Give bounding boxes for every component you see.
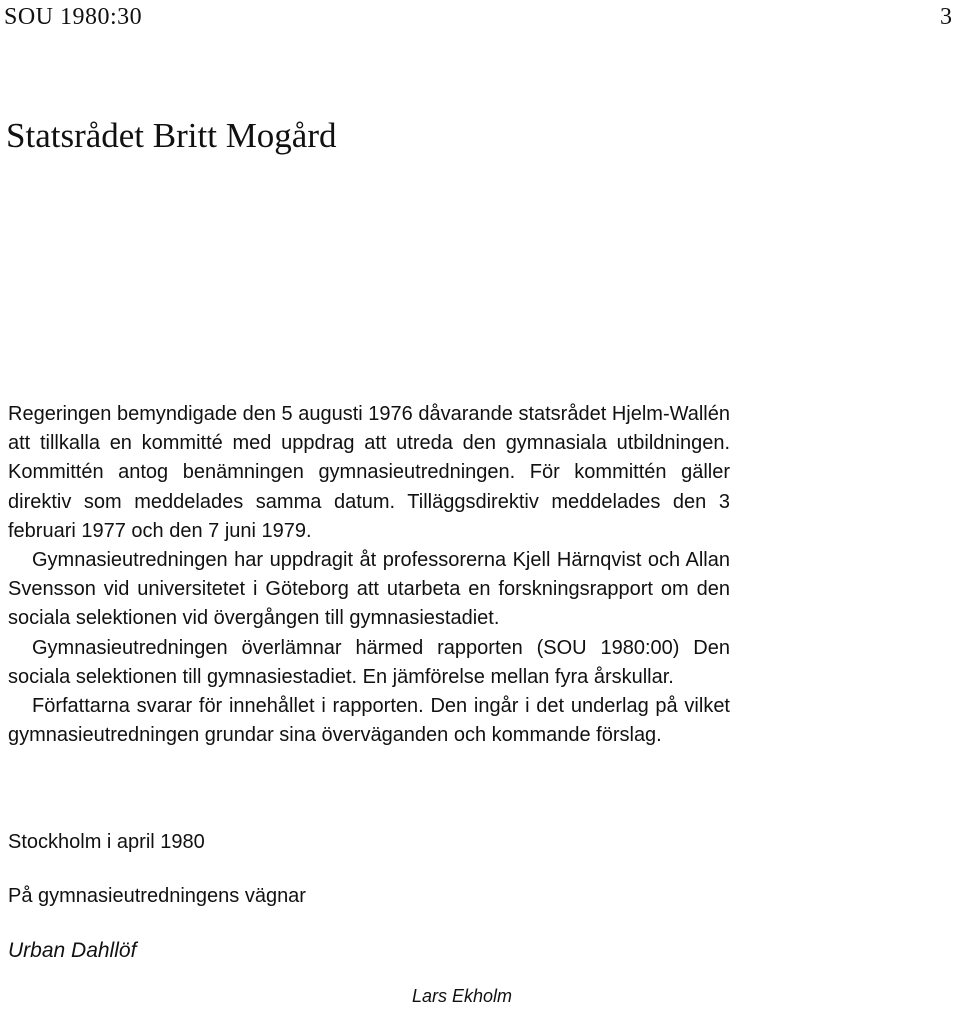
page-number: 3 bbox=[940, 4, 952, 30]
paragraph-4: Författarna svarar för innehållet i rapporten. Den ingår i det underlag på vilket gymnasieutredningen grundar sina överväganden och kommande förslag. bbox=[8, 695, 730, 747]
letter-body bbox=[8, 400, 730, 750]
on-behalf-line: På gymnasieutredningens vägnar bbox=[8, 885, 306, 907]
page-title: Statsrådet Britt Mogård bbox=[6, 116, 337, 155]
signature-secretary: Lars Ekholm bbox=[412, 986, 513, 1006]
paragraph-3: Gymnasieutredningen överlämnar härmed rapporten (SOU 1980:00) Den sociala selektionen till gymnasiestadiet. En jämförelse mellan fyra årskullar. bbox=[8, 636, 730, 688]
series-number: SOU 1980:30 bbox=[4, 4, 143, 30]
paragraph-1: Regeringen bemyndigade den 5 augusti 1976 dåvarande statsrådet Hjelm-Wallén att tillkalla en kommitté med uppdrag att utreda den gymnasiala utbildningen. Kommittén antog benämningen gymnasieutredningen. För kommittén gäller direktiv som meddelades samma datum. Tilläggsdirektiv meddelades den 3 februari 1977 och den 7 juni 1979. bbox=[8, 403, 730, 542]
place-date: Stockholm i april 1980 bbox=[8, 831, 205, 853]
paragraph-2: Gymnasieutredningen har uppdragit åt professorerna Kjell Härnqvist och Allan Svensson vid universitetet i Göteborg att utarbeta en forskningsrapport om den sociala selektionen vid övergången till gymnasiestadiet. bbox=[8, 549, 730, 630]
signature-chair: Urban Dahllöf bbox=[8, 939, 137, 962]
